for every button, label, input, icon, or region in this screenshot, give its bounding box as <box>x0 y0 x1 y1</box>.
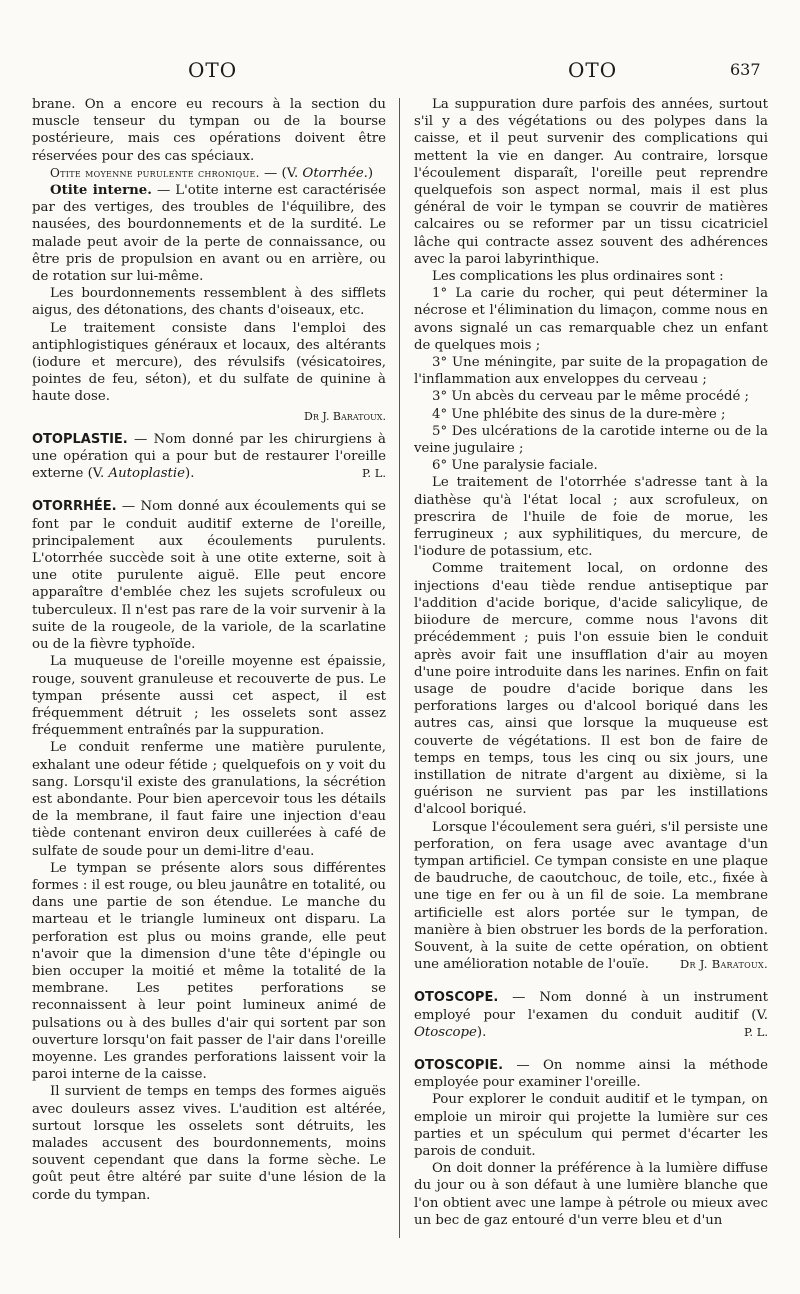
entry-reference: Autoplastie <box>108 466 186 482</box>
paragraph: On doit donner la préférence à la lumière diffuse du jour ou à son défaut à une lumière blanche que l'on obtient avec une lampe à pétrole ou mieux avec un bec de gaz entouré d'un verre bleu et d'un <box>414 1161 768 1228</box>
paragraph: La muqueuse de l'oreille moyenne est épaissie, rouge, souvent granuleuse et recouverte de pus. Le tympan présente aussi cet aspect, il est fréquemment détruit ; les osselets sont assez fréquemment entraînés par la suppuration. <box>32 654 386 739</box>
paragraph: Le traitement de l'otorrhée s'adresse tant à la diathèse qu'à l'état local ; aux scrofuleux, on prescrira de l'huile de foie de morue, les ferrugineux ; aux syphilitiques, du mercure, de l'iodure de potassium, etc. <box>414 475 768 560</box>
entry-reference: Otoscope <box>414 1024 477 1040</box>
list-item: 1° La carie du rocher, qui peut déterminer la nécrose et l'élimination du limaçon, comme nous en avons signalé un cas remarquable chez un enfant de quelques mois ; <box>414 286 768 353</box>
author-signature: Dr J. Baratoux. <box>304 409 386 423</box>
entry-text: — Nom donné aux écoulements qui se font par le conduit auditif externe de l'oreille, principalement aux écoulements purulents. L'otorrhée succède soit à une otite externe, soit à une otite purulente aiguë. Elle peut encore apparaître d'emblée chez les sujets scrofuleux ou tuberculeux. Il n'est pas rare de la voir survenir à la suite de la rougeole, de la variole, de la scarlatine ou de la fièvre typhoïde. <box>32 499 386 653</box>
dictionary-entry-otoplastie <box>32 431 386 483</box>
entry-reference: Otorrhée. <box>302 165 368 181</box>
entry-close: ). <box>476 1024 487 1040</box>
paragraph: Les complications les plus ordinaires sont : <box>432 269 724 285</box>
right-column <box>414 96 768 1229</box>
entry-label: Otite moyenne purulente chronique. <box>50 165 260 180</box>
paragraph: Il survient de temps en temps des formes aiguës avec douleurs assez vives. L'audition est altérée, surtout lorsque les osselets sont détruits, les malades accusent des bourdonnements, moins souvent cependant que dans la forme sèche. Le goût peut être altéré par suite d'une lésion de la corde du tympan. <box>32 1084 386 1203</box>
entry-text: — Nom donné par les chirurgiens à une opération qui a pour but de restaurer l'oreille externe (V. <box>32 431 386 482</box>
paragraph: brane. On a encore eu recours à la section du muscle tenseur du tympan ou de la bourse postérieure, mais ces opérations doivent être réservées pour des cas spéciaux. <box>32 97 386 164</box>
list-item: 4° Une phlébite des sinus de la dure-mère ; <box>432 406 726 422</box>
author-signature: Dr J. Baratoux. <box>679 957 768 972</box>
column-divider <box>399 98 400 1238</box>
list-item: 3° Une méningite, par suite de la propagation de l'inflammation aux enveloppes du cerveau ; <box>414 355 768 388</box>
left-column <box>32 96 386 1204</box>
entry-text: — Nom donné à un instrument employé pour l'examen du conduit auditif (V. <box>414 990 768 1023</box>
paragraph-text: Lorsque l'écoulement sera guéri, s'il persiste une perforation, on fera usage avec avantage d'un tympan artificiel. Ce tympan consiste en une plaque de baudruche, de caoutchouc, de toile, etc., fixée à une tige en fer ou à un fil de soie. La membrane artificielle est alors portée sur le tympan, de manière à bien obstruer les bords de la perforation. Souvent, à la suite de cette opération, on obtient une amélioration notable de l'ouïe. <box>414 819 768 973</box>
entry-term: OTOPLASTIE. <box>32 431 128 447</box>
entry-text: — On nomme ainsi la méthode employée pour examiner l'oreille. <box>414 1057 768 1091</box>
dictionary-entry-otoscope <box>414 989 768 1041</box>
page-number: 637 <box>730 60 761 79</box>
list-item: 3° Un abcès du cerveau par le même procédé ; <box>432 389 750 405</box>
entry-term: OTOSCOPE. <box>414 990 499 1006</box>
header-right-title: OTO <box>568 58 618 82</box>
running-header <box>0 52 800 82</box>
paragraph: Pour explorer le conduit auditif et le tympan, on emploie un miroir qui projette la lumière sur ces parties et un spéculum qui permet d'écarter les parois de conduit. <box>414 1092 768 1159</box>
dictionary-entry-otorrhee <box>32 498 386 653</box>
dictionary-entry-otoscopie <box>414 1057 768 1091</box>
paragraph: Comme traitement local, on ordonne des injections d'eau tiède rendue antiseptique par l'addition d'acide borique, d'acide salicylique, de biiodure de mercure, comme nous l'avons dit précédemment ; puis l'on essuie bien le conduit après avoir fait une insufflation d'air au moyen d'une poire introduite dans les narines. Enfin on fait usage de poudre d'acide borique dans les perforations larges ou d'alcool boriqué dans les autres cas, ainsi que lorsque la muqueuse est couverte de végétations. Il est bon de faire de temps en temps, tous les cinq ou six jours, une instillation de nitrate d'argent au dixième, si la guérison ne survient pas par les instillations d'alcool boriqué. <box>414 561 768 818</box>
paragraph: Le tympan se présente alors sous différentes formes : il est rouge, ou bleu jaunâtre en totalité, ou dans une partie de son étendue. Le manche du marteau et le triangle lumineux ont disparu. La perforation est plus ou moins grande, elle peut n'avoir que la dimension d'une tête d'épingle ou bien occuper la moitié et même la totalité de la membrane. Les petites perforations se reconnaissent à leur point lumineux animé de pulsations ou à des bulles d'air qui sortent par son ouverture lorsqu'on fait passer de l'air dans l'oreille moyenne. Les grandes perforations laissent voir la paroi interne de la caisse. <box>32 860 386 1083</box>
paragraph: Le conduit renferme une matière purulente, exhalant une odeur fétide ; quelquefois on y voit du sang. Lorsqu'il existe des granulations, la sécrétion est abondante. Pour bien apercevoir tous les détails de la membrane, il faut faire une injection d'eau tiède contenant environ deux cuillerées à café de sulfate de soude pour un demi-litre d'eau. <box>32 740 386 859</box>
entry-term: Otite interne. <box>50 183 152 199</box>
paragraph <box>32 182 386 285</box>
paragraph: Les bourdonnements ressemblent à des sifflets aigus, des détonations, des chants d'oiseaux, etc. <box>32 286 386 319</box>
header-left-title: OTO <box>188 58 238 82</box>
author-initials: P. L. <box>361 466 386 481</box>
paragraph <box>414 819 768 974</box>
cross-reference-entry <box>32 165 386 182</box>
entry-text: — (V. <box>259 165 303 181</box>
paragraph: Le traitement consiste dans l'emploi des antiphlogistiques généraux et locaux, des altérants (iodure et mercure), des révulsifs (vésicatoires, pointes de feu, séton), et du sulfate de quinine à haute dose. <box>32 320 386 405</box>
entry-close: ). <box>185 466 195 482</box>
paragraph: La suppuration dure parfois des années, surtout s'il y a des végétations ou des polypes dans la caisse, et il peut survenir des complications qui mettent la vie en danger. Au contraire, lorsque l'écoulement disparaît, l'oreille peut reprendre quelquefois son aspect normal, mais il est plus général de voir le tympan se couvrir de matières calcaires ou se reformer par un tissu cicatriciel lâche qui contracte assez souvent des adhérences avec la paroi labyrinthique. <box>414 97 768 267</box>
entry-text: — L'otite interne est caractérisée par des vertiges, des troubles de l'équilibre, des nausées, des bourdonnements et de la surdité. Le malade peut avoir de la perte de connaissance, ou être pris de propulsion en avant ou en arrière, ou de rotation sur lui-même. <box>32 183 387 285</box>
entry-term: OTOSCOPIE. <box>414 1057 504 1073</box>
author-initials: P. L. <box>743 1024 768 1039</box>
list-item: 6° Une paralysie faciale. <box>432 458 598 474</box>
list-item: 5° Des ulcérations de la carotide interne ou de la veine jugulaire ; <box>414 423 768 457</box>
entry-term: OTORRHÉE. <box>32 499 117 515</box>
entry-close: ) <box>367 165 374 181</box>
